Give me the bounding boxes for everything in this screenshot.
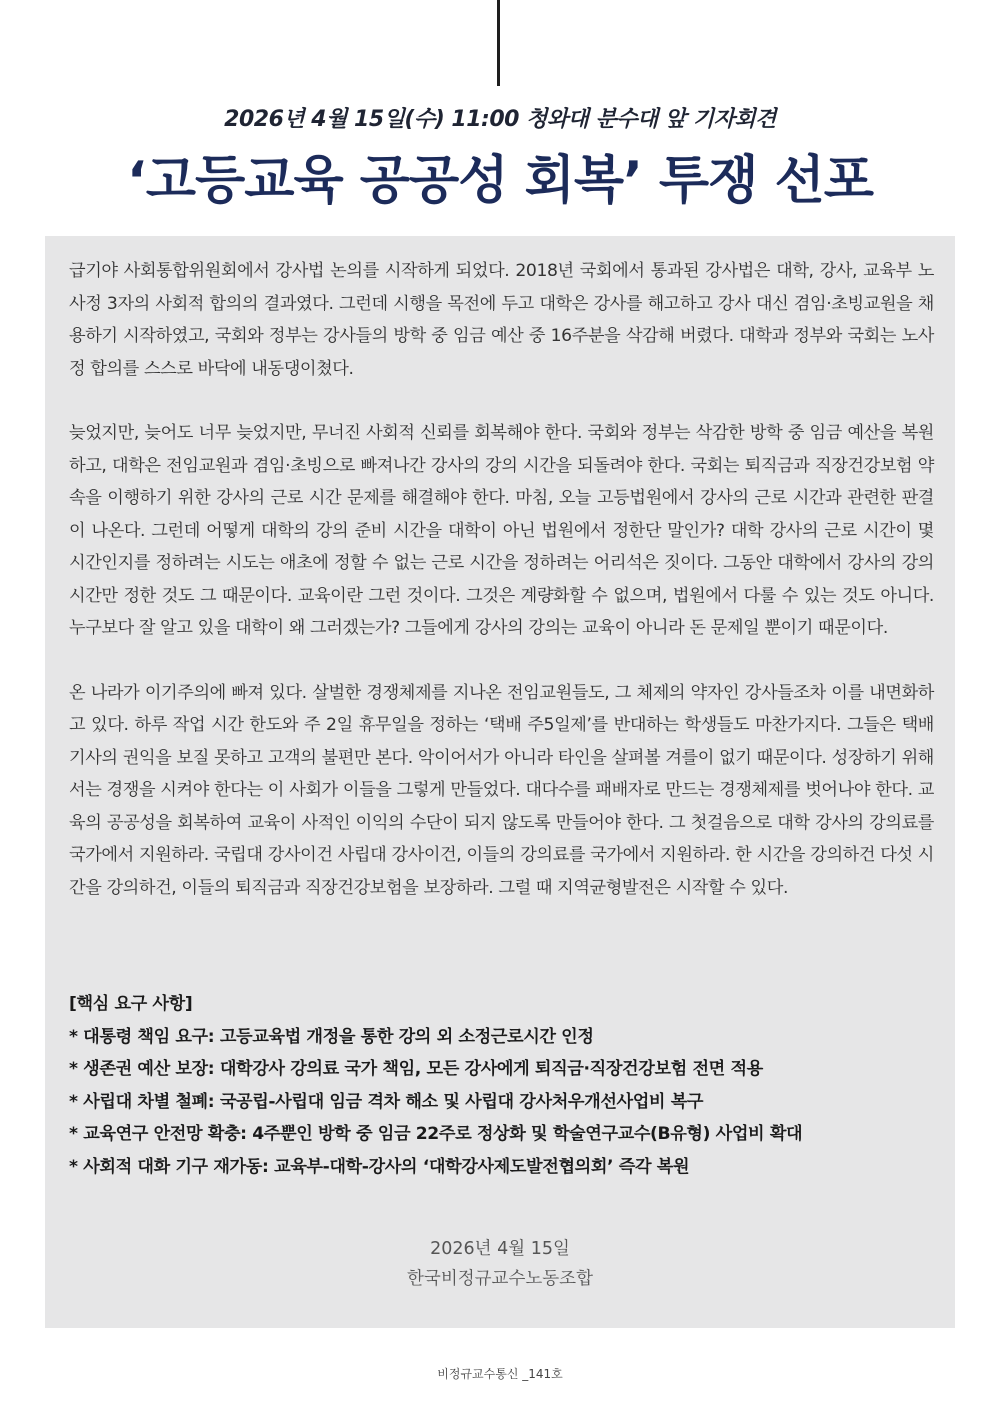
event-subtitle: 2026년 4월 15일(수) 11:00 청와대 분수대 앞 기자회견 bbox=[224, 107, 776, 132]
demand-item: * 생존권 예산 보장: 대학강사 강의료 국가 책임, 모든 강사에게 퇴직금·직장건강보험 전면 적용 bbox=[69, 1059, 763, 1079]
signoff-date: 2026년 4월 15일 bbox=[430, 1239, 570, 1259]
paragraph-1: 급기야 사회통합위원회에서 강사법 논의를 시작하게 되었다. 2018년 국회에서 통과된 강사법은 대학, 강사, 교육부 노사정 3자의 사회적 합의의 결과였다. 그런데 시행을 목전에 두고 대학은 강사를 해고하고 강사 대신 겸임·초빙교원을 채용하기 시작하였고, 국회와 정부는 강사들의 방학 중 임금 예산 중 16주분을 삭감해 버렸다. 대학과 정부와 국회는 노사정 합의를 스스로 바닥에 내동댕이쳤다. bbox=[69, 261, 934, 379]
demand-item: * 대통령 책임 요구: 고등교육법 개정을 통한 강의 외 소정근로시간 인정 bbox=[69, 1026, 594, 1047]
page-footer: 비정규교수통신 _141호 bbox=[437, 1367, 563, 1381]
top-divider-line bbox=[497, 0, 500, 86]
statement-body bbox=[69, 255, 934, 936]
demand-item: * 사립대 차별 철폐: 국공립-사립대 임금 격차 해소 및 사립대 강사처우개선사업비 복구 bbox=[69, 1091, 704, 1112]
demand-item: * 교육연구 안전망 확충: 4주뿐인 방학 중 임금 22주로 정상화 및 학술연구교수(B유형) 사업비 확대 bbox=[69, 1124, 803, 1144]
key-demands bbox=[69, 988, 934, 1183]
signoff bbox=[45, 1234, 955, 1294]
paragraph-2: 늦었지만, 늦어도 너무 늦었지만, 무너진 사회적 신뢰를 회복해야 한다. 국회와 정부는 삭감한 방학 중 임금 예산을 복원하고, 대학은 전임교원과 겸임·초빙으로 빠져나간 강사의 강의 시간을 되돌려야 한다. 국회는 퇴직금과 직장건강보험 약속을 이행하기 위한 강사의 근로 시간 문제를 해결해야 한다. 마침, 오늘 고등법원에서 강사의 근로 시간과 관련한 판결이 나온다. 그런데 어떻게 대학의 강의 준비 시간을 대학이 아닌 법원에서 정한단 말인가? 대학 강사의 근로 시간이 몇 시간인지를 정하려는 시도는 애초에 정할 수 없는 근로 시간을 정하려는 어리석은 짓이다. 그동안 대학에서 강사의 강의 시간만 정한 것도 그 때문이다. 교육이란 그런 것이다. 그것은 계량화할 수 없으며, 법원에서 다룰 수 있는 것도 아니다. 누구보다 잘 알고 있을 대학이 왜 그러겠는가? 그들에게 강사의 강의는 교육이 아니라 돈 문제일 뿐이기 때문이다. bbox=[69, 423, 934, 638]
demand-item: * 사회적 대화 기구 재가동: 교육부-대학-강사의 ‘대학강사제도발전협의회’ 즉각 복원 bbox=[69, 1156, 690, 1177]
signoff-organization: 한국비정규교수노동조합 bbox=[407, 1269, 593, 1289]
demands-list bbox=[69, 1021, 934, 1184]
paragraph-3: 온 나라가 이기주의에 빠져 있다. 살벌한 경쟁체제를 지나온 전임교원들도, 그 체제의 약자인 강사들조차 이를 내면화하고 있다. 하루 작업 시간 한도와 주 2일 휴무일을 정하는 ‘택배 주5일제’를 반대하는 학생들도 마찬가지다. 그들은 택배기사의 권익을 보질 못하고 고객의 불편만 본다. 악이어서가 아니라 타인을 살펴볼 겨를이 없기 때문이다. 성장하기 위해서는 경쟁을 시켜야 한다는 이 사회가 이들을 그렇게 만들었다. 대다수를 패배자로 만드는 경쟁체제를 벗어나야 한다. 교육의 공공성을 회복하여 교육이 사적인 이익의 수단이 되지 않도록 만들어야 한다. 그 첫걸음으로 대학 강사의 강의료를 국가에서 지원하라. 국립대 강사이건 사립대 강사이건, 이들의 강의료를 국가에서 지원하라. 한 시간을 강의하건 다섯 시간을 강의하건, 이들의 퇴직금과 직장건강보험을 보장하라. 그럴 때 지역균형발전은 시작할 수 있다. bbox=[69, 682, 934, 898]
demands-heading: [핵심 요구 사항] bbox=[69, 994, 193, 1014]
page-title: ‘고등교육 공공성 회복’ 투쟁 선포 bbox=[127, 151, 873, 211]
